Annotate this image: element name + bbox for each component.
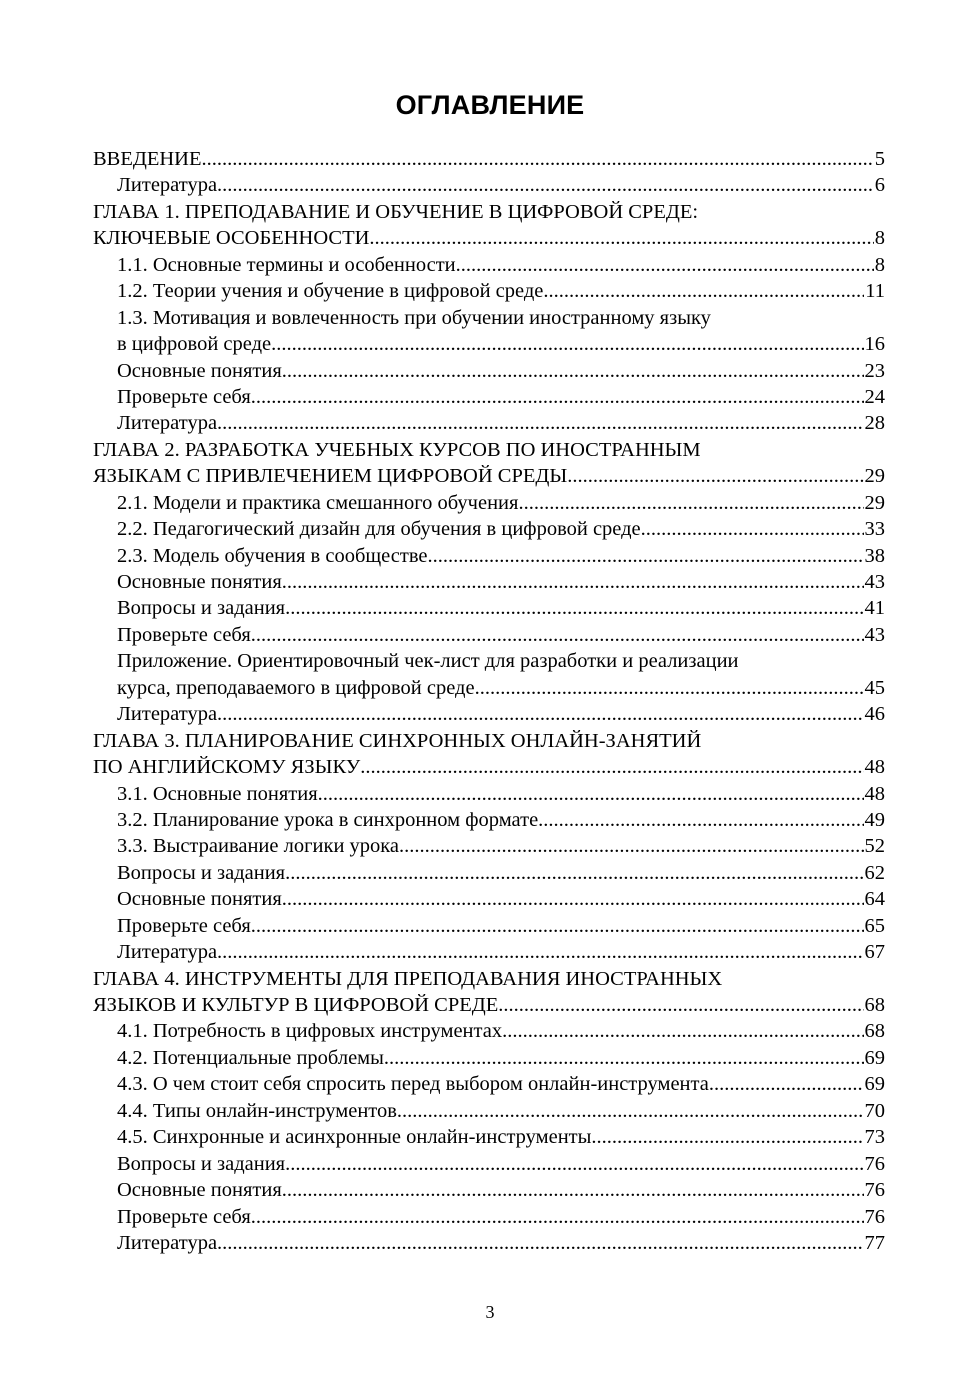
toc-entry (93, 833, 885, 859)
toc-entry (93, 1124, 885, 1150)
dot-leader (217, 172, 874, 198)
toc-entry (93, 1071, 885, 1097)
dot-leader (251, 913, 864, 939)
toc-entry (93, 860, 885, 886)
toc-entry-page: 24 (864, 385, 885, 408)
toc-entry-title: 1.1. Основные термины и особенности (117, 253, 456, 276)
dot-leader (282, 358, 864, 384)
toc-entry (93, 1230, 885, 1256)
toc-entry (93, 516, 885, 542)
toc-entry-page: 48 (864, 782, 885, 805)
toc-entry-title: Проверьте себя (117, 1205, 251, 1228)
dot-leader (217, 701, 863, 727)
toc-entry-title: ЯЗЫКАМ С ПРИВЛЕЧЕНИЕМ ЦИФРОВОЙ СРЕДЫ (93, 465, 568, 488)
dot-leader (271, 331, 863, 357)
toc-entry-page: 76 (864, 1179, 885, 1202)
dot-leader (217, 1230, 863, 1256)
dot-leader (518, 490, 863, 516)
toc-entry-title: 4.1. Потребность в цифровых инструментах (117, 1020, 503, 1043)
table-of-contents (93, 146, 885, 1256)
toc-entry-title: 1.3. Мотивация и вовлеченность при обучении иностранному языку (117, 306, 711, 329)
dot-leader (282, 886, 864, 912)
toc-entry-title: 3.1. Основные понятия (117, 782, 318, 805)
toc-entry (93, 146, 885, 172)
toc-entry-title: ГЛАВА 1. ПРЕПОДАВАНИЕ И ОБУЧЕНИЕ В ЦИФРОВОЙ СРЕДЕ: (93, 200, 699, 223)
toc-entry (93, 1204, 885, 1230)
toc-entry-page: 41 (864, 597, 885, 620)
toc-entry-title: 2.1. Модели и практика смешанного обучения (117, 491, 519, 514)
dot-leader (282, 569, 864, 595)
toc-entry-page: 28 (864, 412, 885, 435)
toc-entry (93, 410, 885, 436)
toc-entry (93, 252, 885, 278)
dot-leader (498, 992, 863, 1018)
toc-entry-title: Литература (117, 412, 218, 435)
toc-entry (93, 754, 885, 780)
toc-entry-title: ЯЗЫКОВ И КУЛЬТУР В ЦИФРОВОЙ СРЕДЕ (93, 994, 499, 1016)
toc-entry-title: Основные понятия (117, 888, 282, 911)
dot-leader (251, 384, 864, 410)
dot-leader (384, 1045, 864, 1071)
dot-leader (318, 781, 864, 807)
toc-entry (93, 569, 885, 595)
toc-entry-page: 45 (864, 676, 885, 699)
toc-entry (93, 1018, 885, 1044)
dot-leader (502, 1018, 863, 1044)
toc-entry (93, 305, 885, 331)
toc-entry-title: 1.2. Теории учения и обучение в цифровой среде (117, 280, 544, 303)
dot-leader (251, 1204, 864, 1230)
toc-entry-title: Основные понятия (117, 571, 282, 593)
dot-leader (285, 860, 863, 886)
toc-entry-page: 43 (864, 623, 885, 646)
toc-entry-page: 46 (864, 703, 885, 726)
dot-leader (567, 463, 863, 489)
dot-leader (282, 1177, 864, 1203)
toc-entry (93, 225, 885, 251)
toc-entry-page: 43 (864, 571, 885, 593)
toc-entry-page: 29 (864, 491, 885, 514)
toc-entry (93, 913, 885, 939)
toc-entry-title: ГЛАВА 3. ПЛАНИРОВАНИЕ СИНХРОННЫХ ОНЛАЙН-ЗАНЯТИЙ (93, 729, 702, 752)
toc-entry-page: 29 (864, 465, 885, 488)
toc-entry-page: 68 (864, 994, 885, 1016)
toc-entry-title: курса, преподаваемого в цифровой среде (117, 676, 475, 699)
toc-entry (93, 1151, 885, 1177)
toc-entry-title: Литература (117, 941, 218, 964)
dot-leader (399, 833, 863, 859)
dot-leader (360, 754, 863, 780)
toc-entry-title: Вопросы и задания (117, 861, 286, 884)
toc-entry-page: 73 (864, 1126, 885, 1149)
toc-entry-page: 48 (864, 756, 885, 779)
toc-entry-title: 4.5. Синхронные и асинхронные онлайн-инструменты (117, 1126, 592, 1149)
toc-entry-page: 70 (864, 1099, 885, 1122)
toc-entry-title: Вопросы и задания (117, 597, 286, 620)
toc-entry-page: 8 (874, 253, 885, 276)
toc-entry-page: 8 (874, 227, 885, 250)
toc-entry-title: Приложение. Ориентировочный чек-лист для разработки и реализации (117, 650, 739, 673)
toc-entry-page: 33 (864, 518, 885, 541)
toc-entry-title: Проверьте себя (117, 623, 251, 646)
toc-entry-title: Основные понятия (117, 359, 282, 382)
toc-entry-title: ПО АНГЛИЙСКОМУ ЯЗЫКУ (93, 756, 361, 779)
dot-leader (251, 622, 864, 648)
toc-entry (93, 463, 885, 489)
toc-entry (93, 939, 885, 965)
toc-entry (93, 595, 885, 621)
toc-entry-title: КЛЮЧЕВЫЕ ОСОБЕННОСТИ (93, 227, 370, 250)
dot-leader (369, 225, 873, 251)
toc-entry (93, 199, 885, 225)
toc-entry (93, 701, 885, 727)
toc-entry (93, 622, 885, 648)
dot-leader (202, 146, 874, 172)
dot-leader (641, 516, 864, 542)
toc-entry-title: 2.2. Педагогический дизайн для обучения в цифровой среде (117, 518, 641, 541)
toc-entry (93, 966, 885, 992)
toc-entry-title: Вопросы и задания (117, 1152, 286, 1175)
toc-entry-title: Литература (117, 703, 218, 726)
toc-entry (93, 437, 885, 463)
page-number: 3 (485, 1302, 495, 1322)
toc-entry (93, 807, 885, 833)
dot-leader (217, 939, 863, 965)
toc-entry-page: 67 (864, 941, 885, 964)
toc-entry (93, 384, 885, 410)
toc-entry (93, 648, 885, 674)
toc-entry (93, 886, 885, 912)
dot-leader (397, 1098, 864, 1124)
toc-entry-title: 4.2. Потенциальные проблемы (117, 1046, 384, 1069)
dot-leader (285, 1151, 863, 1177)
toc-entry-title: Основные понятия (117, 1179, 282, 1202)
toc-entry (93, 1098, 885, 1124)
dot-leader (475, 675, 864, 701)
toc-entry-page: 5 (874, 148, 885, 170)
toc-entry (93, 728, 885, 754)
toc-entry-title: Проверьте себя (117, 914, 251, 937)
toc-entry-page: 77 (864, 1231, 885, 1254)
toc-entry-page: 69 (864, 1073, 885, 1096)
dot-leader (543, 278, 864, 304)
dot-leader (538, 807, 863, 833)
toc-entry-page: 68 (864, 1020, 885, 1043)
toc-entry-title: Проверьте себя (117, 385, 251, 408)
toc-entry-title: 4.3. О чем стоит себя спросить перед выбором онлайн-инструмента (117, 1073, 709, 1096)
toc-entry-page: 76 (864, 1205, 885, 1228)
toc-entry-page: 38 (864, 544, 885, 567)
dot-leader (591, 1124, 863, 1150)
toc-entry (93, 781, 885, 807)
toc-entry-page: 62 (864, 861, 885, 884)
dot-leader (285, 595, 863, 621)
toc-entry (93, 490, 885, 516)
toc-entry-title: ВВЕДЕНИЕ (93, 148, 202, 170)
toc-entry-title: Литература (117, 1231, 218, 1254)
toc-entry (93, 543, 885, 569)
toc-entry-title: 4.4. Типы онлайн-инструментов (117, 1099, 397, 1122)
toc-entry-page: 23 (864, 359, 885, 382)
toc-entry-page: 76 (864, 1152, 885, 1175)
toc-entry-title: Литература (117, 174, 218, 197)
toc-entry-title: 3.2. Планирование урока в синхронном формате (117, 808, 539, 831)
toc-entry-page: 49 (864, 808, 885, 831)
toc-entry-title: в цифровой среде (117, 333, 272, 356)
dot-leader (709, 1071, 864, 1097)
toc-entry (93, 675, 885, 701)
toc-entry (93, 278, 885, 304)
toc-entry (93, 1045, 885, 1071)
page-title: ОГЛАВЛЕНИЕ (395, 90, 585, 120)
toc-entry-page: 64 (864, 888, 885, 911)
toc-entry (93, 992, 885, 1018)
toc-entry-page: 11 (865, 280, 885, 303)
toc-entry-page: 69 (864, 1046, 885, 1069)
toc-entry-title: 3.3. Выстраивание логики урока (117, 835, 400, 858)
toc-entry-page: 52 (864, 835, 885, 858)
dot-leader (427, 543, 863, 569)
toc-entry-page: 65 (864, 914, 885, 937)
toc-entry (93, 358, 885, 384)
toc-entry-page: 16 (864, 333, 885, 356)
toc-entry-title: 2.3. Модель обучения в сообществе (117, 544, 428, 567)
toc-entry-page: 6 (874, 174, 885, 197)
toc-entry-title: ГЛАВА 2. РАЗРАБОТКА УЧЕБНЫХ КУРСОВ ПО ИНОСТРАННЫМ (93, 438, 701, 461)
toc-entry (93, 331, 885, 357)
toc-entry (93, 1177, 885, 1203)
dot-leader (217, 410, 863, 436)
toc-entry-title: ГЛАВА 4. ИНСТРУМЕНТЫ ДЛЯ ПРЕПОДАВАНИЯ ИНОСТРАННЫХ (93, 967, 723, 990)
dot-leader (456, 252, 874, 278)
toc-entry (93, 172, 885, 198)
